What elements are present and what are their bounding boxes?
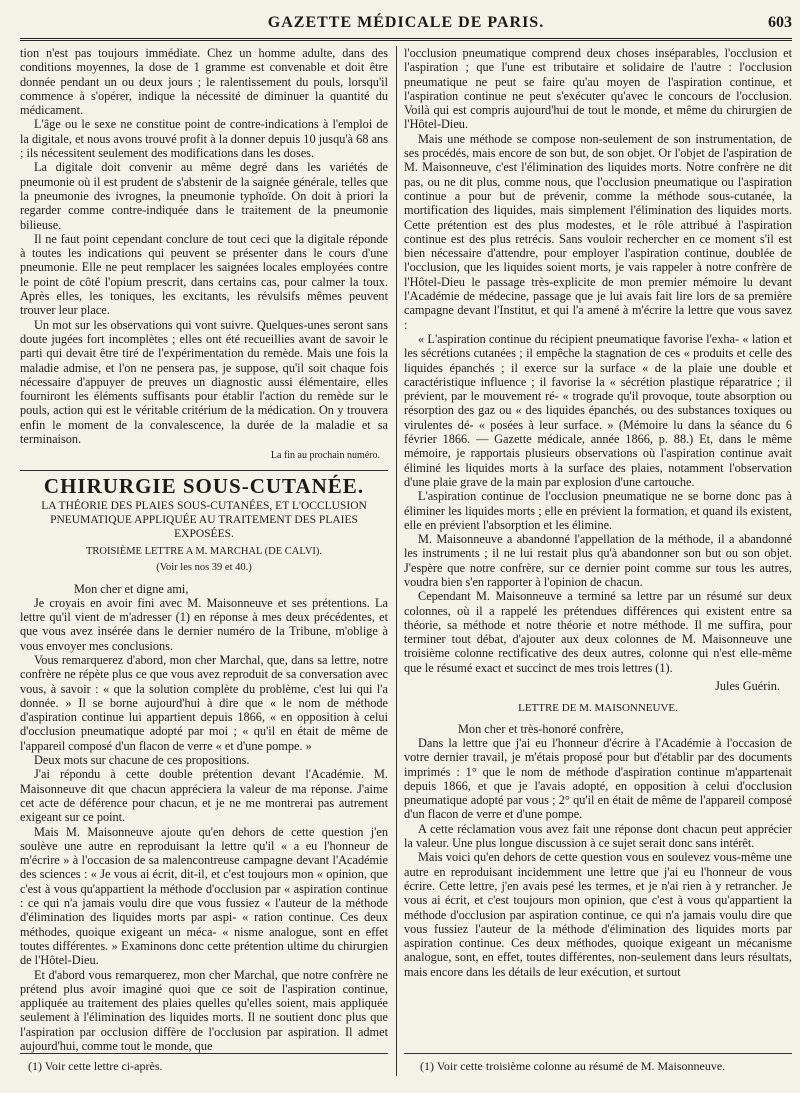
page-number: 603 [768, 14, 792, 31]
footnote-rule [404, 1053, 792, 1054]
continuation-note: La fin au prochain numéro. [270, 450, 380, 462]
section-title: CHIRURGIE SOUS-CUTANÉE. [43, 473, 365, 498]
salutation: Mon cher et très-honoré confrère, [458, 721, 624, 736]
paragraph: Vous remarquerez d'abord, mon cher Marchal, que, dans sa lettre, notre confrère ne répète plus ce que vous avez reproduit de sa conversation avec vous, à savoir : « que la solution complète du problème, c'est lui qui l'a donnée. » Il se borne aujourd'hui à dire que « le nom de méthode d'aspiration continue lui appartient depuis 1866, « en opposition à celui d'occlusion pneumatique adopté par moi ; « qu'il en était de même de l'appareil composé d'un flacon de verre « et d'une pompe. » [20, 652, 388, 753]
section-subtitle: LA THÉORIE DES PLAIES SOUS-CUTANÉES, ET L'OCCLUSION PNEUMATIQUE APPLIQUÉE AU TRAITEMENT DES PLAIES EXPOSÉES. [41, 499, 367, 540]
signature: Jules Guérin. [715, 679, 780, 694]
paragraph: Deux mots sur chacune de ces propositions. [34, 753, 250, 768]
paragraph: Et d'abord vous remarquerez, mon cher Marchal, que notre confrère ne prétend plus avoir imaginé quoi que ce soit de l'aspiration continue, appliquée au traitement des plaies quelles qu'elles soient, mais appliquée seulement à l'élimination des liquides morts. Il ne soutient donc plus que l'aspiration par occlusion diffère de l'occlusion par aspiration. Il admet aujourd'hui, comme tout le monde, que [20, 967, 388, 1053]
paragraph: Mais voici qu'en dehors de cette question vous en soulevez vous-même une autre en reproduisant incidemment une lettre que j'ai eu l'honneur de vous écrire. Cette lettre, j'en avais pesé les termes, et je n'ai rien à y retrancher. Je vous ai écrit, et c'est toujours mon opinion, que c'est à vous qu'appartient la méthode d'occlusion par aspiration continue, ce qui n'a jamais voulu dire que vous fussiez l'auteur de la méthode d'élimination des liquides morts par aspiration continue. Ces deux méthodes, quoique exigeant un mécanisme analogue, sont, en effet, toutes différentes, non-seulement dans leurs résultats, mais encore dans les détails de leur exécution, et surtout [404, 850, 792, 979]
paragraph: Mais M. Maisonneuve ajoute qu'en dehors de cette question j'en soulève une autre en reproduisant la lettre qu'il « a eu l'honneur de m'écrire » à l'occasion de sa malencontreuse campagne devant l'Académie des sciences : « Je vous ai écrit, dit-il, et c'est toujours mon « opinion, que c'est à vous qu'appartient la méthode d'occlusion par « aspiration continue : ce qui n'a jamais voulu dire que vous fussiez « l'auteur de la méthode d'élimination des liquides morts par aspi- « ration continue. Ces deux méthodes, quoique exigeant un méca- « nisme analogue, sont en effet toutes différentes. » Examinons donc cette prétention ultime du chirurgien de l'Hôtel-Dieu. [20, 824, 388, 968]
footnote-rule [20, 1053, 388, 1054]
page-header [20, 14, 792, 38]
salutation: Mon cher et digne ami, [74, 581, 189, 596]
paragraph: M. Maisonneuve a abandonné l'appellation de la méthode, il a abandonné les instruments ; il ne lui restait plus qu'à abandonner son but ou son objet. J'espère que notre confrère, sur ce dernier point comme sur tous les autres, voudra bien s'en rapporter à l'opinion de chacun. [404, 532, 792, 589]
footnote: (1) Voir cette troisième colonne au résumé de M. Maisonneuve. [420, 1059, 726, 1073]
paragraph: L'aspiration continue de l'occlusion pneumatique ne se borne donc pas à éliminer les liquides morts ; elle en prévient la formation, et quand ils existent, elle en prévient l'absorption et les élimine. [404, 489, 792, 532]
letter-reference: (Voir les nos 39 et 40.) [156, 562, 252, 574]
paragraph: tion n'est pas toujours immédiate. Chez un homme adulte, dans des conditions moyennes, la dose de 1 gramme est convenable et doit être donnée pendant un ou deux jours ; le ralentissement du pouls, lorsqu'il commence à s'opérer, indique la nécessité de diminuer la quantité du médicament. [20, 46, 388, 118]
right-column [404, 46, 792, 1046]
paragraph: l'occlusion pneumatique comprend deux choses inséparables, l'occlusion et l'aspiration ; que l'une est tributaire et solidaire de l'autre : l'occlusion pneumatique ne peut se faire qu'au moyen de l'aspiration continue, et l'aspiration continue ne peut s'exécuter qu'avec le concours de l'occlusion. Voilà qui est compris aujourd'hui de tout le monde, et même du chirurgien de l'Hôtel-Dieu. [404, 46, 792, 132]
letter-title: LETTRE DE M. MAISONNEUVE. [518, 702, 678, 715]
paragraph: Dans la lettre que j'ai eu l'honneur d'écrire à l'Académie à l'occasion de votre dernier travail, je m'étais proposé pour but d'établir par des documents imprimés : 1° que le nom de méthode d'aspiration continue m'appartenait depuis 1866, et que je l'avais adopté, en opposition à celui d'occlusion pneumatique adopté par vous ; 2° qu'il en était de même de l'appareil composé d'un flacon de verre et d'une pompe. [404, 735, 792, 822]
paragraph: L'âge ou le sexe ne constitue point de contre-indications à l'emploi de la digitale, et nous avons trouvé profit à la donner depuis 10 jusqu'à 68 ans ; ils nécessitent seulement des modifications dans les doses. [20, 117, 388, 161]
letter-heading: TROISIÈME LETTRE A M. MARCHAL (DE CALVI). [85, 545, 323, 557]
paragraph: Un mot sur les observations qui vont suivre. Quelques-unes seront sans doute jugées fort incomplètes ; elles ont été recueillies avant de savoir le parti qui devait être tiré de l'expérimentation du remède. Mais une fois la maladie admise, et l'on ne pensera pas, je suppose, qu'il soit chaque fois nécessaire d'appuyer de preuves un diagnostic aussi élémentaire, elles fourniront les éléments suffisants pour établir l'action du remède sur le pouls, action qui est le véritable critérium de la médication. On y trouvera enfin le moment de la convalescence, la durée de la maladie et sa terminaison. [20, 317, 388, 447]
paragraph: Mais une méthode se compose non-seulement de son instrumentation, de ses procédés, mais encore de son but, de son objet. Or l'objet de l'aspiration de M. Maisonneuve, c'est l'élimination des liquides morts. Notre confrère ne dit pas, ou ne dit plus, comme nous, que l'occlusion pneumatique ou l'aspiration continue a pour but de prévenir, comme la méthode sous-cutanée, la mortification des liquides, mais simplement l'élimination des liquides morts. Cette prétention est des plus modestes, et le rôle attribué à l'aspiration continue est des plus retrécis. Sans vouloir rechercher en ce moment s'il est bien nécessaire d'attendre, pour employer l'aspiration continue, doublée de l'occlusion, que les liquides soient morts, je vais rappeler à notre confrère de l'Hôtel-Dieu le passage très-explicite de mon premier mémoire lu devant l'Académie de médecine, passage que je lui avais fait lire lors de sa première campagne devant l'Institut, et qui l'a amené à m'écrire la lettre que vous savez : [404, 131, 792, 332]
paragraph: Il ne faut point cependant conclure de tout ceci que la digitale réponde à toutes les indications qui peuvent se présenter dans le cours d'une pneumonie. Elle ne peut remplacer les saignées locales employées contre le point de côté l'opium prescrit, dans certains cas, pour calmer la toux. Après elles, les toniques, les excitants, les révulsifs mêmes peuvent trouver leur place. [20, 231, 388, 318]
paragraph: « L'aspiration continue du récipient pneumatique favorise l'exha- « lation et les sécrétions cutanées ; il empêche la stagnation de ces « produits et celle des liquides épanchés ; il exerce sur la surface « de la plaie une double et caractéristique influence ; il favorise la « sécrétion plastique réparatrice ; il prévient, par le mouvement ré- « trograde qu'il provoque, toute absorption ou résorption des gaz ou « des liquides épanchés, ou des substances toxiques ou virulentes dé- « posées à leur surface. » (Mémoire lu dans la séance du 6 février 1866. — Gazette médicale, année 1866, p. 88.) Et, dans le même mémoire, je rapportais plusieurs observations où l'aspiration continue avait éliminé les liquides morts à la surface des plaies, notamment l'observation d'une plaie grave de la main par explosion d'une cartouche. [404, 331, 792, 489]
header-rule [20, 38, 792, 41]
section-rule [20, 470, 388, 471]
paragraph: Cependant M. Maisonneuve a terminé sa lettre par un résumé sur deux colonnes, où il a rappelé les prétendues différences qui existent entre sa théorie, sa méthode et notre théorie et notre méthode. Il me suffira, pour terminer tout débat, d'ajouter aux deux colonnes de M. Maisonneuve une troisième colonne rectificative des deux autres, colonne qui n'est elle-même que le résumé exact et succinct de mes trois lettres (1). [404, 589, 792, 675]
paragraph: A cette réclamation vous avez fait une réponse dont chacun peut apprécier la valeur. Une plus longue discussion à ce sujet serait donc sans intérêt. [404, 821, 792, 851]
paragraph: La digitale doit convenir au même degré dans les variétés de pneumonie où il est prudent de s'abstenir de la saignée générale, telles que la pneumonie des ivrognes, la pneumonie typhoïde. On doit à priori la regarder comme contre-indiquée dans le traitement de la pneumonie bilieuse. [20, 160, 388, 232]
column-divider [396, 46, 397, 1076]
paragraph: Je croyais en avoir fini avec M. Maisonneuve et ses prétentions. La lettre qu'il vient de m'adresser (1) en réponse à mes deux précédentes, et que vous avez insérée dans le dernier numéro de la Tribune, m'oblige à vous envoyer mes conclusions. [20, 595, 388, 653]
left-column [20, 46, 388, 1053]
journal-title: GAZETTE MÉDICALE DE PARIS. [267, 14, 545, 31]
footnote: (1) Voir cette lettre ci-après. [28, 1059, 163, 1073]
paragraph: J'ai répondu à cette double prétention devant l'Académie. M. Maisonneuve dit que chacun appréciera la valeur de ma réponse. J'aime cet acte de déférence pour chacun, et je ne me montrerai pas autrement exigeant sur ce point. [20, 767, 388, 825]
